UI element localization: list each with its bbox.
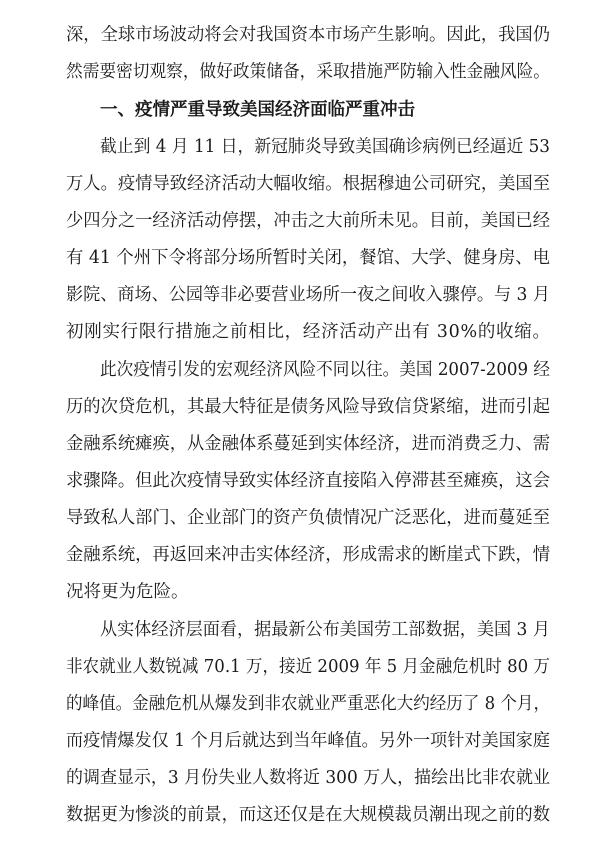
text-line — [0, 650, 616, 684]
line-text: 况将更为危险。 — [66, 582, 189, 602]
line-text: 然需要密切观察，做好政策储备，采取措施严防输入性金融风险。 — [66, 62, 550, 82]
text-line — [0, 55, 616, 89]
text-line — [0, 687, 616, 721]
text-line — [0, 798, 616, 832]
text-line — [0, 241, 616, 275]
line-text: 金融系统瘫痪，从金融体系蔓延到实体经济，进而消费乏力、需 — [66, 434, 550, 454]
text-line — [0, 538, 616, 572]
line-text: 影院、商场、公园等非必要营业场所一夜之间收入骤停。与 3 月 — [66, 285, 550, 305]
line-text: 而疫情爆发仅 1 个月后就达到当年峰值。另外一项针对美国家庭 — [66, 731, 550, 751]
line-text: 非农就业人数锐减 70.1 万，接近 2009 年 5 月金融危机时 80 万 — [66, 657, 550, 677]
line-text: 的峰值。金融危机从爆发到非农就业严重恶化大约经历了 8 个月， — [66, 694, 550, 714]
text-line — [0, 501, 616, 535]
line-text: 数据更为惨淡的前景，而这还仅是在大规模裁员潮出现之前的数 — [66, 805, 550, 825]
text-line — [0, 278, 616, 312]
line-text: 少四分之一经济活动停摆，冲击之大前所未见。目前，美国已经 — [66, 211, 550, 231]
text-line — [0, 167, 616, 201]
text-line — [0, 18, 616, 52]
line-text: 截止到 4 月 11 日，新冠肺炎导致美国确诊病例已经逼近 53 — [100, 137, 550, 157]
line-text: 从实体经济层面看，据最新公布美国劳工部数据，美国 3 月 — [100, 620, 550, 640]
line-text: 求骤降。但此次疫情导致实体经济直接陷入停滞甚至瘫痪，这会 — [66, 471, 550, 491]
line-text: 导致私人部门、企业部门的资产负债情况广泛恶化，进而蔓延至 — [66, 508, 550, 528]
line-text: 有 41 个州下令将部分场所暂时关闭，餐馆、大学、健身房、电 — [66, 248, 550, 268]
text-line — [0, 390, 616, 424]
text-line — [0, 130, 616, 164]
line-text: 的调查显示，3 月份失业人数将近 300 万人，描绘出比非农就业 — [66, 768, 550, 788]
line-text: 万人。疫情导致经济活动大幅收缩。根据穆迪公司研究，美国至 — [66, 174, 550, 194]
text-line — [0, 575, 616, 609]
line-text: 历的次贷危机，其最大特征是债务风险导致信贷紧缩，进而引起 — [66, 397, 550, 417]
section-heading — [0, 93, 616, 127]
text-line — [0, 464, 616, 498]
text-line — [0, 315, 616, 349]
text-line — [0, 724, 616, 758]
text-line — [0, 427, 616, 461]
text-line — [0, 761, 616, 795]
heading-text: 一、疫情严重导致美国经济面临严重冲击 — [100, 100, 415, 120]
text-line — [0, 613, 616, 647]
text-line — [0, 353, 616, 387]
line-text: 此次疫情引发的宏观经济风险不同以往。美国 2007-2009 经 — [100, 360, 550, 380]
line-text: 深，全球市场波动将会对我国资本市场产生影响。因此，我国仍 — [66, 25, 550, 45]
line-text: 金融系统，再返回来冲击实体经济，形成需求的断崖式下跌，情 — [66, 545, 550, 565]
line-text: 初刚实行限行措施之前相比，经济活动产出有 30%的收缩。 — [66, 322, 551, 342]
text-line — [0, 204, 616, 238]
